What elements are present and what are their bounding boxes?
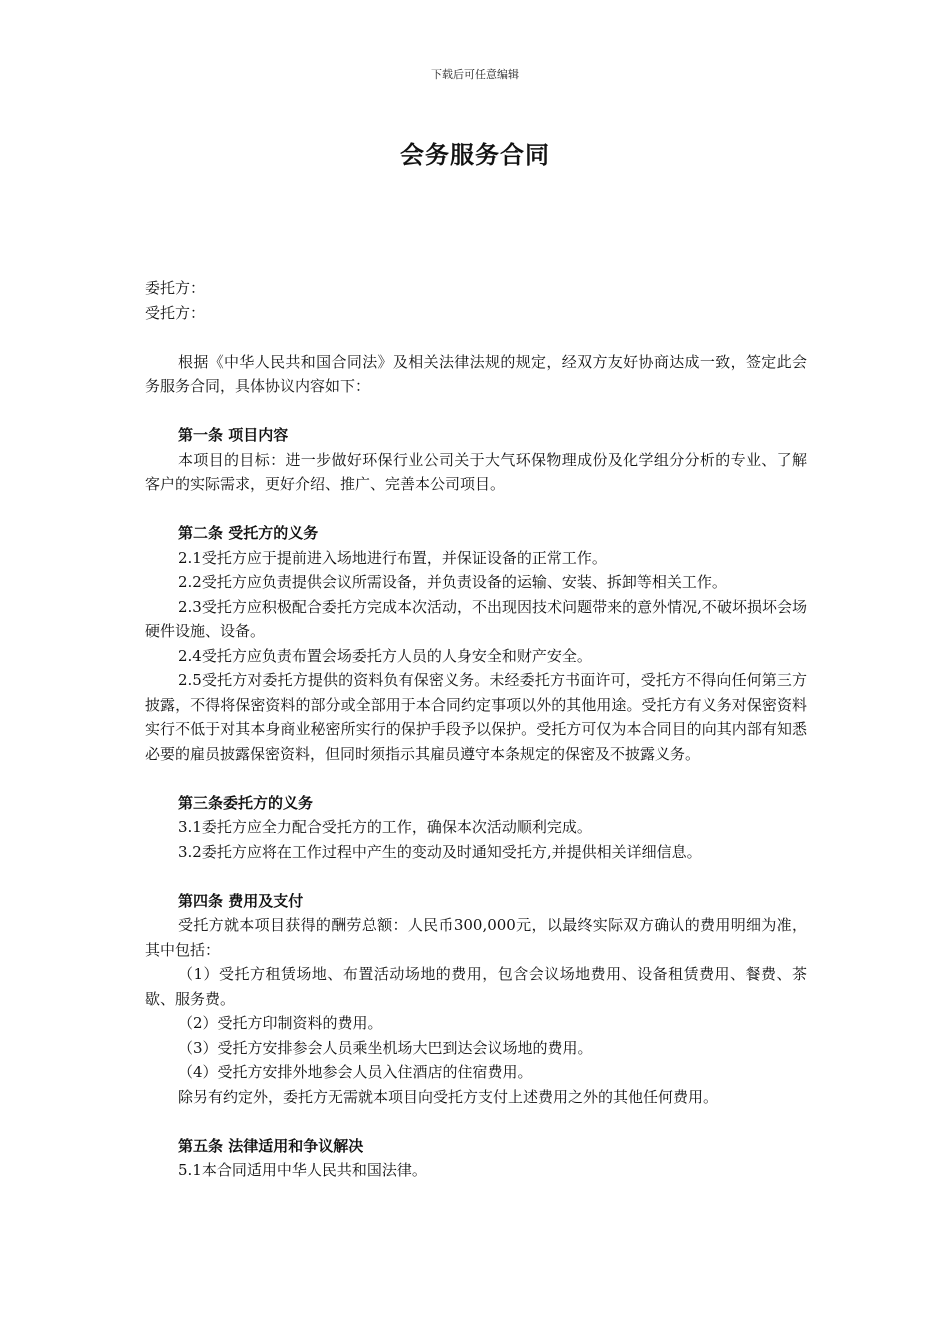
article-2-item-4: 2.4受托方应负责布置会场委托方人员的人身安全和财产安全。 xyxy=(178,646,592,665)
article-4-paragraph-2: 除另有约定外，委托方无需就本项目向受托方支付上述费用之外的其他任何费用。 xyxy=(178,1087,719,1106)
article-2-item-2: 2.2受托方应负责提供会议所需设备，并负责设备的运输、安装、拆卸等相关工作。 xyxy=(178,573,727,591)
contractor-party-line: 受托方： xyxy=(145,303,206,322)
article-5-heading: 第五条 法律适用和争议解决 xyxy=(178,1136,364,1155)
article-4-item-2: （2）受托方印制资料的费用。 xyxy=(178,1014,383,1032)
document-title: 会务服务合同 xyxy=(400,140,550,169)
article-4-item-1: （1）受托方租赁场地、布置活动场地的费用，包含会议场地费用、设备租赁费用、餐费、茶歇、服务费。 xyxy=(145,965,807,1008)
article-2-heading: 第二条 受托方的义务 xyxy=(178,524,319,542)
article-2-item-5: 2.5受托方对委托方提供的资料负有保密义务。未经委托方书面许可，受托方不得向任何第三方披露，不得将保密资料的部分或全部用于本合同约定事项以外的其他用途。受托方有义务对保密资料实行不低于对其本身商业秘密所实行的保护手段予以保护。受托方可仅为本合同目的向其内部有知悉必要的雇员披露保密资料，但同时须指示其雇员遵守本条规定的保密及不披露义务。 xyxy=(145,671,807,763)
article-2-item-3: 2.3受托方应积极配合委托方完成本次活动，不出现因技术问题带来的意外情况,不破坏损坏会场硬件设施、设备。 xyxy=(145,597,807,640)
article-3-heading: 第三条委托方的义务 xyxy=(178,793,314,812)
article-4-item-4: （4）受托方安排外地参会人员入住酒店的住宿费用。 xyxy=(178,1063,533,1081)
article-2-item-1: 2.1受托方应于提前进入场地进行布置，并保证设备的正常工作。 xyxy=(178,548,607,567)
article-5-item-1: 5.1本合同适用中华人民共和国法律。 xyxy=(178,1161,427,1179)
article-1-paragraph: 本项目的目标：进一步做好环保行业公司关于大气环保物理成份及化学组分分析的专业、了解客户的实际需求，更好介绍、推广、完善本公司项目。 xyxy=(145,450,807,493)
article-4-heading: 第四条 费用及支付 xyxy=(178,891,304,910)
article-1-heading: 第一条 项目内容 xyxy=(178,426,289,444)
article-4-item-3: （3）受托方安排参会人员乘坐机场大巴到达会议场地的费用。 xyxy=(178,1038,593,1057)
article-3-item-1: 3.1委托方应全力配合受托方的工作，确保本次活动顺利完成。 xyxy=(178,818,592,836)
article-4-paragraph-1: 受托方就本项目获得的酬劳总额：人民币300,000元，以最终实际双方确认的费用明细为准，其中包括： xyxy=(145,916,807,959)
contract-body xyxy=(145,276,807,1183)
header-note: 下载后可任意编辑 xyxy=(431,68,519,81)
client-party-line: 委托方： xyxy=(145,279,206,297)
preamble-paragraph: 根据《中华人民共和国合同法》及相关法律法规的规定，经双方友好协商达成一致，签定此会务服务合同，具体协议内容如下： xyxy=(145,352,807,395)
article-3-item-2: 3.2委托方应将在工作过程中产生的变动及时通知受托方,并提供相关详细信息。 xyxy=(178,842,702,861)
